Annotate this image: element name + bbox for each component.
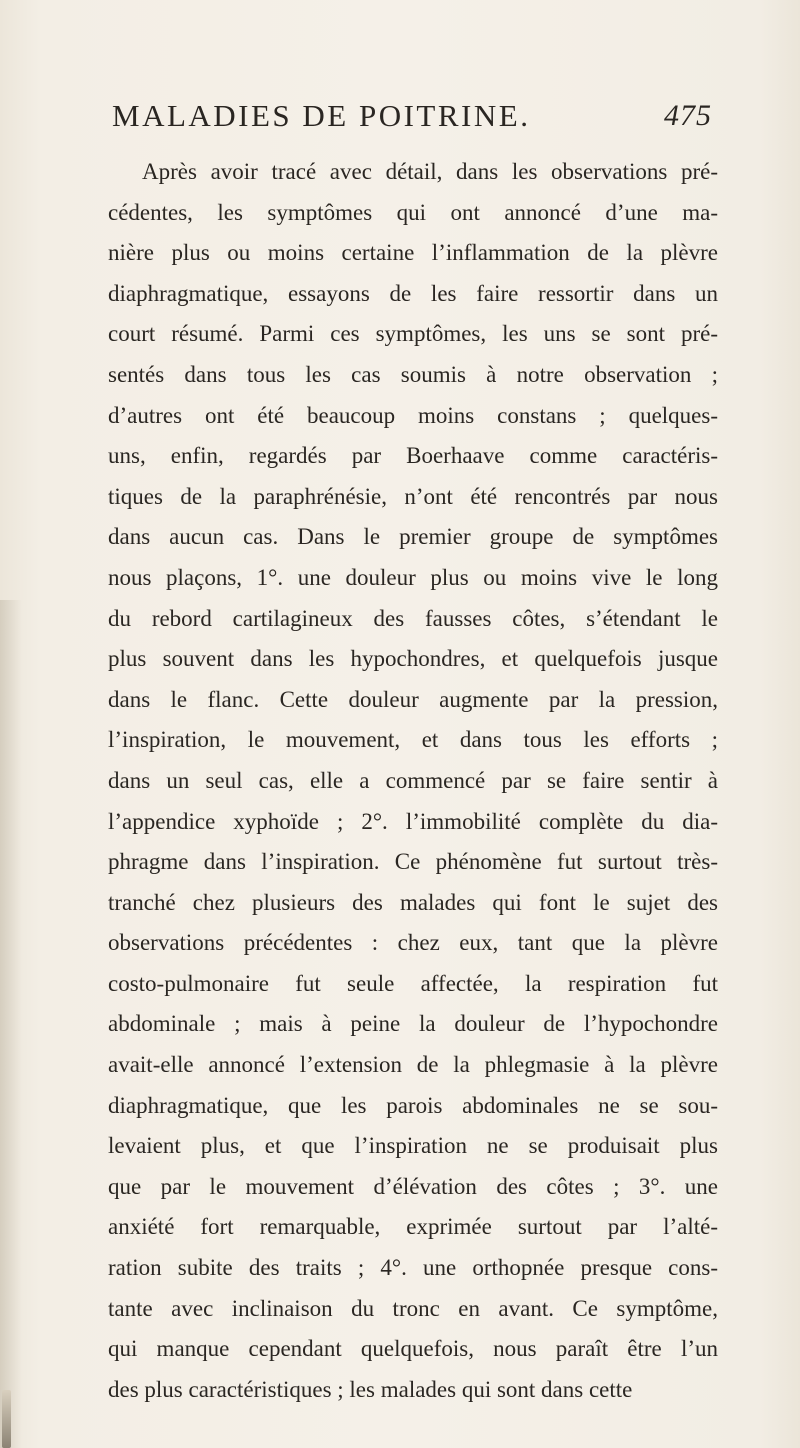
text-line: court résumé. Parmi ces symptômes, les uns se sont pré- xyxy=(108,321,718,347)
page-number: 475 xyxy=(664,99,712,132)
text-line: anxiété fort remarquable, exprimée surtout par l’alté- xyxy=(108,1214,718,1240)
text-line: nière plus ou moins certaine l’inflammation de la plèvre xyxy=(108,240,718,266)
text-line: l’inspiration, le mouvement, et dans tous les efforts ; xyxy=(108,727,718,753)
text-line: uns, enfin, regardés par Boerhaave comme caractéris- xyxy=(108,443,718,469)
text-line: dans un seul cas, elle a commencé par se faire sentir à xyxy=(108,767,718,793)
text-line: abdominale ; mais à peine la douleur de l’hypochondre xyxy=(108,1011,718,1037)
text-line: cédentes, les symptômes qui ont annoncé d’une ma- xyxy=(108,199,718,225)
text-line: avait-elle annoncé l’extension de la phlegmasie à la plèvre xyxy=(108,1052,718,1078)
text-line: que par le mouvement d’élévation des côtes ; 3°. une xyxy=(108,1173,718,1199)
text-line: diaphragmatique, essayons de les faire ressortir dans un xyxy=(108,280,718,306)
text-line: tante avec inclinaison du tronc en avant. Ce symptôme, xyxy=(108,1295,718,1321)
text-line: observations précédentes : chez eux, tant que la plèvre xyxy=(108,930,718,956)
text-line: dans le flanc. Cette douleur augmente par la pression, xyxy=(108,686,718,712)
text-line: sentés dans tous les cas soumis à notre observation ; xyxy=(108,361,718,387)
text-line: qui manque cependant quelquefois, nous paraît être l’un xyxy=(108,1336,718,1362)
text-line: diaphragmatique, que les parois abdominales ne se sou- xyxy=(108,1092,718,1118)
body-text xyxy=(108,152,718,1410)
running-title: MALADIES DE POITRINE. xyxy=(112,98,531,133)
text-line: phragme dans l’inspiration. Ce phénomène fut surtout très- xyxy=(108,849,718,875)
text-line: nous plaçons, 1°. une douleur plus ou moins vive le long xyxy=(108,564,718,590)
text-line: d’autres ont été beaucoup moins constans ; quelques- xyxy=(108,402,718,428)
text-line: tranché chez plusieurs des malades qui font le sujet des xyxy=(108,889,718,915)
page-header xyxy=(112,92,712,140)
text-line: du rebord cartilagineux des fausses côtes, s’étendant le xyxy=(108,605,718,631)
page-edge-mark xyxy=(2,1390,11,1448)
text-line: l’appendice xyphoïde ; 2°. l’immobilité complète du dia- xyxy=(108,808,718,834)
text-line: costo-pulmonaire fut seule affectée, la respiration fut xyxy=(108,970,718,996)
text-line: dans aucun cas. Dans le premier groupe de symptômes xyxy=(108,524,718,550)
text-line: plus souvent dans les hypochondres, et quelquefois jusque xyxy=(108,646,718,672)
text-line: Après avoir tracé avec détail, dans les observations pré- xyxy=(142,159,718,184)
text-line: levaient plus, et que l’inspiration ne se produisait plus xyxy=(108,1133,718,1159)
text-line: ration subite des traits ; 4°. une orthopnée presque cons- xyxy=(108,1255,718,1281)
page-gutter-shadow xyxy=(0,600,22,1448)
text-line: tiques de la paraphrénésie, n’ont été rencontrés par nous xyxy=(108,483,718,509)
text-line: des plus caractéristiques ; les malades qui sont dans cette xyxy=(108,1376,633,1402)
